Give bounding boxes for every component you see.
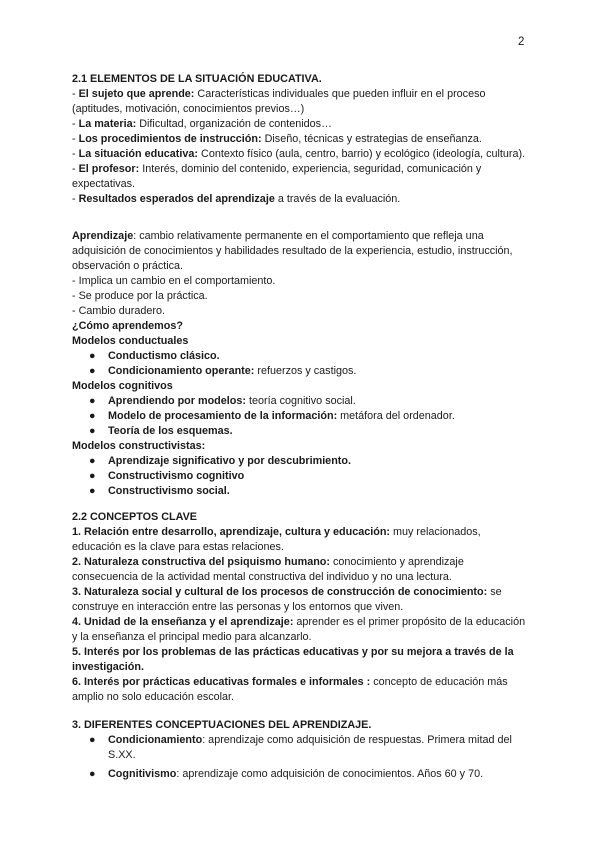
bullet-icon: ● (89, 410, 96, 422)
concept-term: 2. Naturaleza constructiva del psiquismo humano: (72, 556, 330, 568)
model-list (72, 349, 528, 379)
element-term: Resultados esperados del aprendizaje (78, 193, 275, 205)
model-desc: refuerzos y castigos. (254, 365, 357, 377)
conceptuation-item (72, 733, 528, 763)
element-term: La materia: (78, 118, 137, 130)
concept-term: 3. Naturaleza social y cultural de los procesos de construcción de conocimiento: (72, 586, 488, 598)
concept-item (72, 555, 528, 585)
elements-list (72, 87, 528, 207)
aprendizaje-text: : cambio relativamente permanente en el comportamiento que refleja una adquisición de conocimientos y habilidades resultado de la experiencia, estudio, instrucción, observación o práctica. (72, 230, 513, 272)
model-name: Constructivismo cognitivo (108, 470, 245, 482)
bullet-icon: ● (89, 365, 96, 377)
model-group-title: Modelos constructivistas: (72, 440, 206, 452)
conceptuation-term: Condicionamiento (108, 734, 203, 746)
model-name: Aprendizaje significativo y por descubrimiento. (108, 455, 351, 467)
model-item (72, 364, 528, 379)
concept-term: 6. Interés por prácticas educativas formales e informales : (72, 676, 371, 688)
model-item (72, 349, 528, 364)
section-2-2-heading: 2.2 CONCEPTOS CLAVE (72, 511, 197, 523)
page-number: 2 (518, 36, 525, 48)
element-text: Dificultad, organización de contenidos… (136, 118, 332, 130)
section-2-1-heading: 2.1 ELEMENTOS DE LA SITUACIÓN EDUCATIVA. (72, 73, 322, 85)
model-name: Conductismo clásico. (108, 350, 220, 362)
model-name: Modelo de procesamiento de la información: (108, 410, 338, 422)
element-term: El sujeto que aprende: (78, 88, 195, 100)
model-item (72, 454, 528, 469)
model-list (72, 394, 528, 439)
conceptuation-list (72, 733, 528, 782)
bullet-icon: ● (89, 470, 96, 482)
concept-text: aprender es el primer propósito de la educación y la enseñanza el principal medio para alcanzarlo. (72, 616, 526, 643)
element-text: Características individuales que pueden influir en el proceso (aptitudes, motivación, conocimientos previos…) (72, 88, 486, 115)
question-heading: ¿Cómo aprendemos? (72, 320, 183, 332)
element-term: La situación educativa: (78, 148, 199, 160)
element-item: - Los procedimientos de instrucción: Diseño, técnicas y estrategias de enseñanza. (72, 133, 482, 145)
conceptuation-item (72, 767, 528, 782)
concept-item (72, 645, 528, 675)
element-term: El profesor: (78, 163, 140, 175)
aprendizaje-point: - Implica un cambio en el comportamiento. (72, 275, 276, 287)
conceptuation-text: : aprendizaje como adquisición de conocimientos. Años 60 y 70. (176, 768, 484, 780)
bullet-icon: ● (89, 734, 96, 746)
concept-text: conocimiento y aprendizaje consecuencia de la actividad mental constructiva del individuo y no una lectura. (72, 556, 464, 583)
concept-term: 5. Interés por los problemas de las prácticas educativas y por su mejora a través de la investigación. (72, 646, 514, 673)
element-item: - El profesor: Interés, dominio del contenido, experiencia, seguridad, comunicación y expectativas. (72, 163, 482, 190)
bullet-icon: ● (89, 395, 96, 407)
aprendizaje-term: Aprendizaje (72, 230, 134, 242)
element-text: Diseño, técnicas y estrategias de enseñanza. (261, 133, 482, 145)
conceptuation-term: Cognitivismo (108, 768, 177, 780)
concept-text: concepto de educación más amplio no solo educación escolar. (72, 676, 508, 703)
model-desc: teoría cognitivo social. (245, 395, 356, 407)
bullet-icon: ● (89, 350, 96, 362)
model-group-title: Modelos cognitivos (72, 380, 173, 392)
model-name: Condicionamiento operante: (108, 365, 255, 377)
conceptuation-text: : aprendizaje como adquisición de respuestas. Primera mitad del S.XX. (108, 734, 512, 761)
element-text: a través de la evaluación. (274, 193, 401, 205)
bullet-icon: ● (89, 455, 96, 467)
aprendizaje-point: - Cambio duradero. (72, 305, 166, 317)
concept-item (72, 675, 528, 705)
element-item: - La situación educativa: Contexto físico (aula, centro, barrio) y ecológico (ideología, cultura). (72, 148, 526, 160)
model-name: Constructivismo social. (108, 485, 230, 497)
model-item (72, 424, 528, 439)
concept-item (72, 615, 528, 645)
model-group-title: Modelos conductuales (72, 335, 189, 347)
model-name: Aprendiendo por modelos: (108, 395, 246, 407)
model-name: Teoría de los esquemas. (108, 425, 233, 437)
element-text: Contexto físico (aula, centro, barrio) y ecológico (ideología, cultura). (198, 148, 526, 160)
concept-term: 4. Unidad de la enseñanza y el aprendizaje: (72, 616, 294, 628)
model-item (72, 484, 528, 499)
element-item: - Resultados esperados del aprendizaje a través de la evaluación. (72, 193, 401, 205)
aprendizaje-definition (72, 229, 528, 274)
concept-term: 1. Relación entre desarrollo, aprendizaje, cultura y educación: (72, 526, 391, 538)
element-text: Interés, dominio del contenido, experiencia, seguridad, comunicación y expectativas. (72, 163, 482, 190)
bullet-icon: ● (89, 768, 96, 780)
bullet-icon: ● (89, 425, 96, 437)
element-term: Los procedimientos de instrucción: (78, 133, 262, 145)
model-item (72, 469, 528, 484)
concept-item (72, 525, 528, 555)
section-3-heading: 3. DIFERENTES CONCEPTUACIONES DEL APRENDIZAJE. (72, 719, 372, 731)
concept-item (72, 585, 528, 615)
model-item (72, 409, 528, 424)
page-content (72, 72, 528, 782)
aprendizaje-point: - Se produce por la práctica. (72, 290, 208, 302)
concept-text: se construye en interacción entre las personas y los entornos que viven. (72, 586, 502, 613)
element-item: - El sujeto que aprende: Características individuales que pueden influir en el proceso (aptitudes, motivación, conocimientos previos…) (72, 88, 486, 115)
model-list (72, 454, 528, 499)
model-item (72, 394, 528, 409)
bullet-icon: ● (89, 485, 96, 497)
concept-text: muy relacionados, educación es la clave para estas relaciones. (72, 526, 481, 553)
model-desc: metáfora del ordenador. (337, 410, 455, 422)
element-item: - La materia: Dificultad, organización de contenidos… (72, 118, 332, 130)
